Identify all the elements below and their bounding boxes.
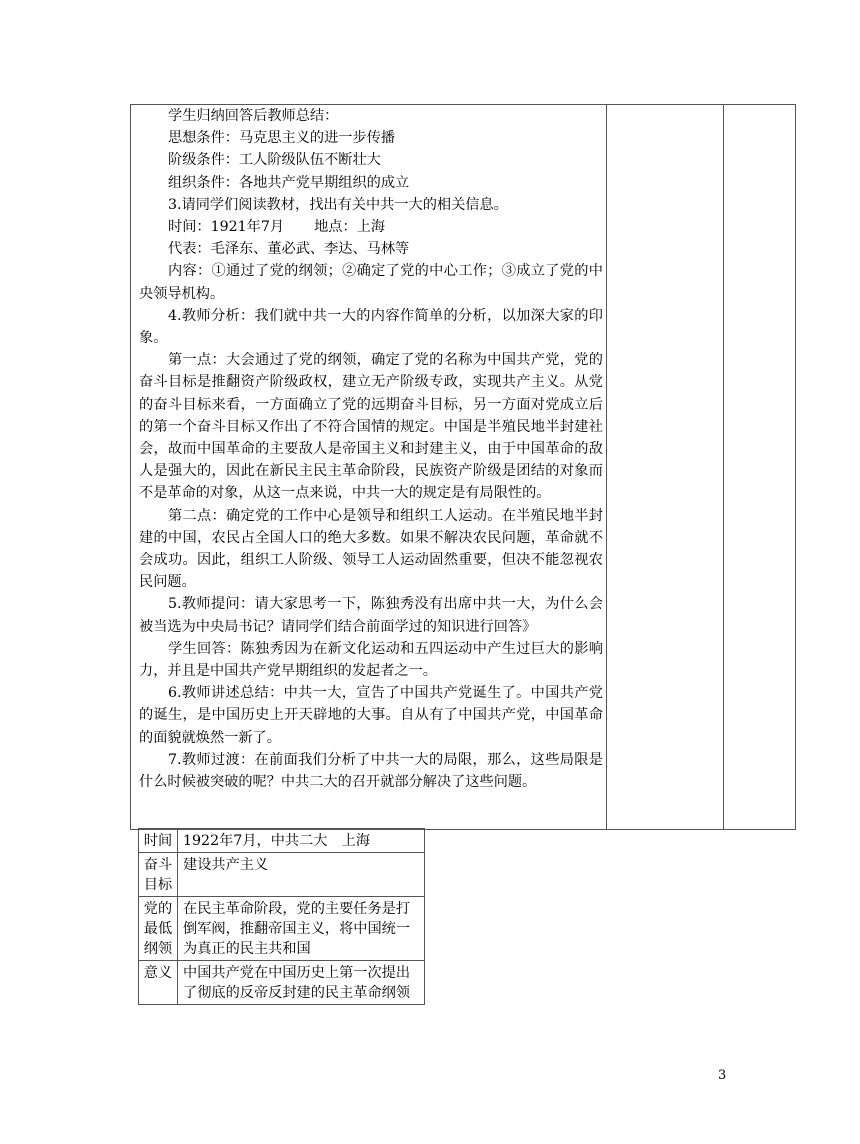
second-point: 第二点：确定党的工作中心是领导和组织工人运动。在半殖民地半封建的中国，农民占全国人口的绝大多数。如果不解决农民问题，革命就不会成功。因此，组织工人阶级、领导工人运动固然重要，但决不能忽视农民问题。	[139, 507, 603, 591]
table-row	[139, 853, 425, 897]
table-row	[139, 961, 425, 1005]
step-5-question: 5.教师提问：请大家思考一下，陈独秀没有出席中共一大，为什么会被当选为中央局书记？请同学们结合前面学过的知识进行回答》	[139, 596, 603, 635]
step-6-summary: 6.教师讲述总结：中共一大，宣告了中国共产党诞生了。中国共产党的诞生，是中国历史上开天辟地的大事。自从有了中国共产党，中国革命的面貌就焕然一新了。	[139, 685, 603, 746]
row-header: 党的最低纲领	[139, 897, 178, 961]
table-row	[139, 897, 425, 961]
lesson-plan-table	[130, 104, 796, 1001]
step-3-instruction: 3.请同学们阅读教材，找出有关中共一大的相关信息。	[168, 196, 508, 213]
second-congress-table	[138, 828, 425, 1005]
page-number: 3	[718, 1068, 727, 1083]
row-value: 中国共产党在中国历史上第一次提出了彻底的反帝反封建的民主革命纲领	[178, 961, 425, 1005]
first-point: 第一点：大会通过了党的纲领，确定了党的名称为中国共产党，党的奋斗目标是推翻资产阶级政权，建立无产阶级专政，实现共产主义。从党的奋斗目标来看，一方面确立了党的远期奋斗目标，另一方面对党成立后的第一个奋斗目标又作出了不符合国情的规定。中国是半殖民地半封建社会，故而中国革命的主要敌人是帝国主义和封建主义，由于中国革命的敌人是强大的，因此在新民主民主革命阶段，民族资产阶级是团结的对象而不是革命的对象，从这一点来说，中共一大的规定是有局限性的。	[139, 352, 603, 502]
row-value: 在民主革命阶段，党的主要任务是打倒军阀，推翻帝国主义，将中国统一为真正的民主共和国	[178, 897, 425, 961]
row-value: 建设共产主义	[178, 853, 425, 897]
row-header: 意义	[139, 961, 178, 1005]
meeting-time: 时间：1921年7月	[168, 219, 285, 236]
table-row	[139, 829, 425, 853]
class-condition: 阶级条件：工人阶级队伍不断壮大	[168, 152, 381, 169]
organizational-condition: 组织条件：各地共产党早期组织的成立	[168, 174, 410, 191]
step-4-analysis: 4.教师分析：我们就中共一大的内容作简单的分析，以加深大家的印象。	[139, 307, 603, 347]
ideological-condition: 思想条件：马克思主义的进一步传播	[168, 130, 396, 147]
row-header: 奋斗目标	[139, 853, 178, 897]
teaching-content	[139, 105, 603, 793]
time-place-line	[139, 216, 603, 238]
row-value: 1922年7月，中共二大 上海	[178, 829, 425, 853]
column-divider-1	[606, 105, 607, 829]
student-answer: 学生回答：陈独秀因为在新文化运动和五四运动中产生过巨大的影响力，并且是中国共产党早期组织的发起者之一。	[139, 640, 603, 680]
meeting-place: 地点：上海	[314, 219, 386, 236]
summary-intro: 学生归纳回答后教师总结：	[168, 108, 339, 124]
meeting-content: 内容：①通过了党的纲领；②确定了党的中心工作；③成立了党的中央领导机构。	[139, 263, 603, 302]
column-divider-2	[723, 105, 724, 829]
row-header: 时间	[139, 829, 178, 853]
step-7-transition: 7.教师过渡：在前面我们分析了中共一大的局限，那么，这些局限是什么时候被突破的呢？中共二大的召开就部分解决了这些问题。	[139, 751, 603, 791]
representatives: 代表：毛泽东、董必武、李达、马林等	[168, 241, 410, 258]
